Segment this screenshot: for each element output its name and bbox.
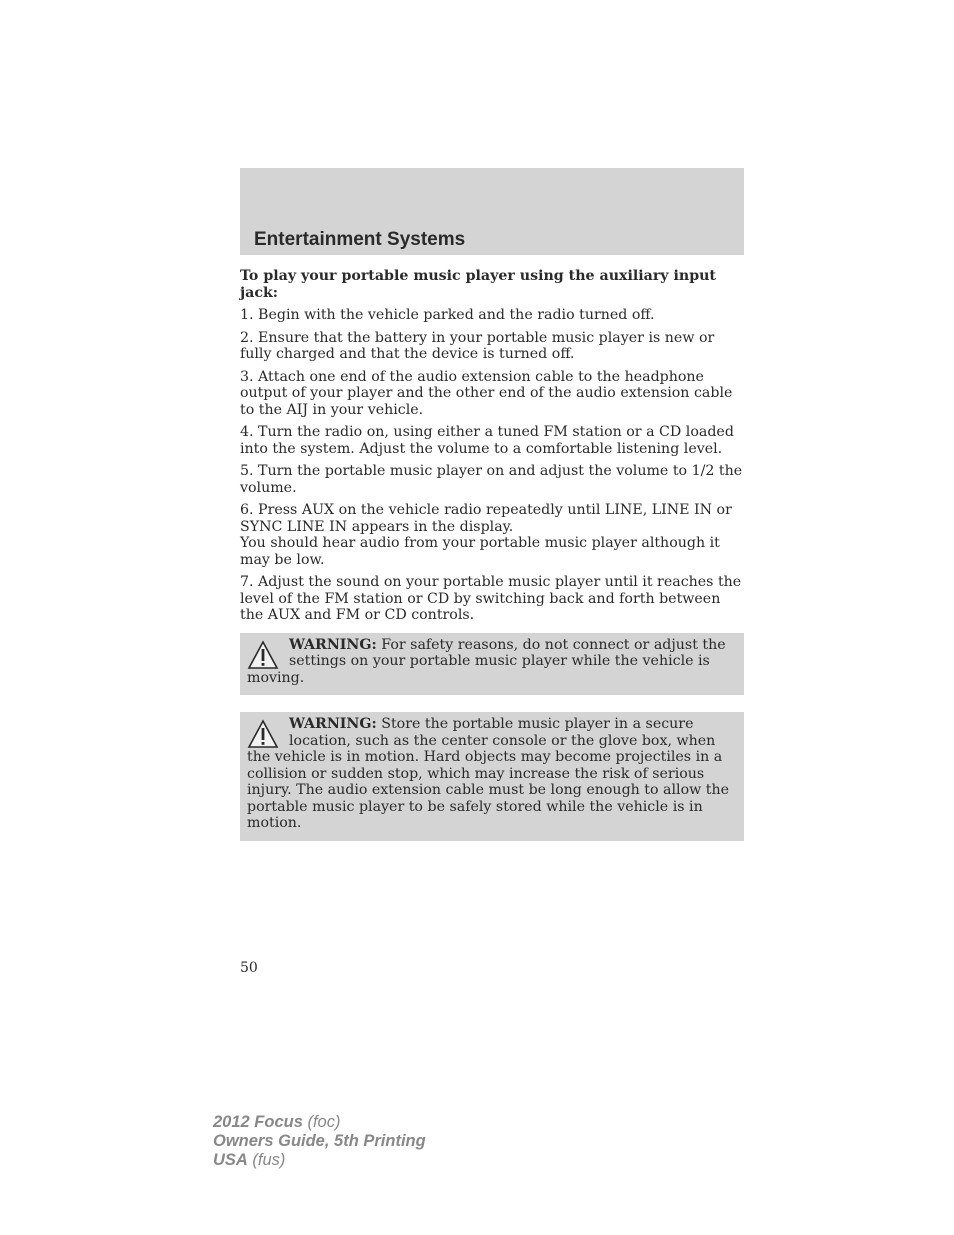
- warning-triangle-icon: [247, 719, 279, 749]
- warning-label: WARNING:: [289, 716, 377, 732]
- footer-model: 2012 Focus: [213, 1113, 303, 1131]
- warning-text: Store the portable music player in a secure location, such as the center console or the glove box, when the vehicle is in motion. Hard objects may become projectiles in a collision or sudden stop, which may increase the risk of serious injury. The audio extension cable must be long enough to allow the portable music player to be safely stored while the vehicle is in motion.: [247, 716, 730, 831]
- step-6: 6. Press AUX on the vehicle radio repeatedly until LINE, LINE IN or SYNC LINE IN appears in the display.: [240, 502, 732, 535]
- section-title: Entertainment Systems: [254, 229, 466, 250]
- footer-line-2: [213, 1132, 426, 1151]
- step-7: 7. Adjust the sound on your portable music player until it reaches the level of the FM station or CD by switching back and forth between the AUX and FM or CD controls.: [240, 574, 742, 623]
- instructions-heading: To play your portable music player using the auxiliary input jack:: [240, 268, 716, 301]
- section-header: [240, 168, 744, 255]
- step-3: 3. Attach one end of the audio extension cable to the headphone output of your player and the other end of the audio extension cable to the AIJ in your vehicle.: [240, 368, 733, 418]
- step-4: 4. Turn the radio on, using either a tuned FM station or a CD loaded into the system. Adjust the volume to a comfortable listening level.: [240, 424, 734, 457]
- step-2: 2. Ensure that the battery in your portable music player is new or fully charged and that the device is turned off.: [240, 329, 715, 362]
- footer-guide: Owners Guide, 5th Printing: [213, 1132, 426, 1150]
- warning-label: WARNING:: [289, 636, 377, 653]
- footer-line-1: [213, 1113, 426, 1132]
- footer-model-code: (foc): [302, 1113, 341, 1131]
- warning-box: [240, 633, 744, 696]
- warning-triangle-icon: [247, 640, 279, 670]
- step-6-note: You should hear audio from your portable music player although it may be low.: [240, 535, 720, 568]
- warning-box: [240, 712, 744, 841]
- step-1: 1. Begin with the vehicle parked and the radio turned off.: [240, 307, 655, 323]
- footer: [213, 1113, 426, 1170]
- main-content: [240, 268, 744, 858]
- step-5: 5. Turn the portable music player on and adjust the volume to 1/2 the volume.: [240, 463, 743, 496]
- page-number: 50: [240, 960, 258, 976]
- footer-market-code: (fus): [247, 1151, 286, 1169]
- footer-market: USA: [213, 1151, 248, 1169]
- footer-line-3: [213, 1151, 426, 1170]
- warning-text: For safety reasons, do not connect or adjust the settings on your portable music player while the vehicle is moving.: [247, 636, 726, 686]
